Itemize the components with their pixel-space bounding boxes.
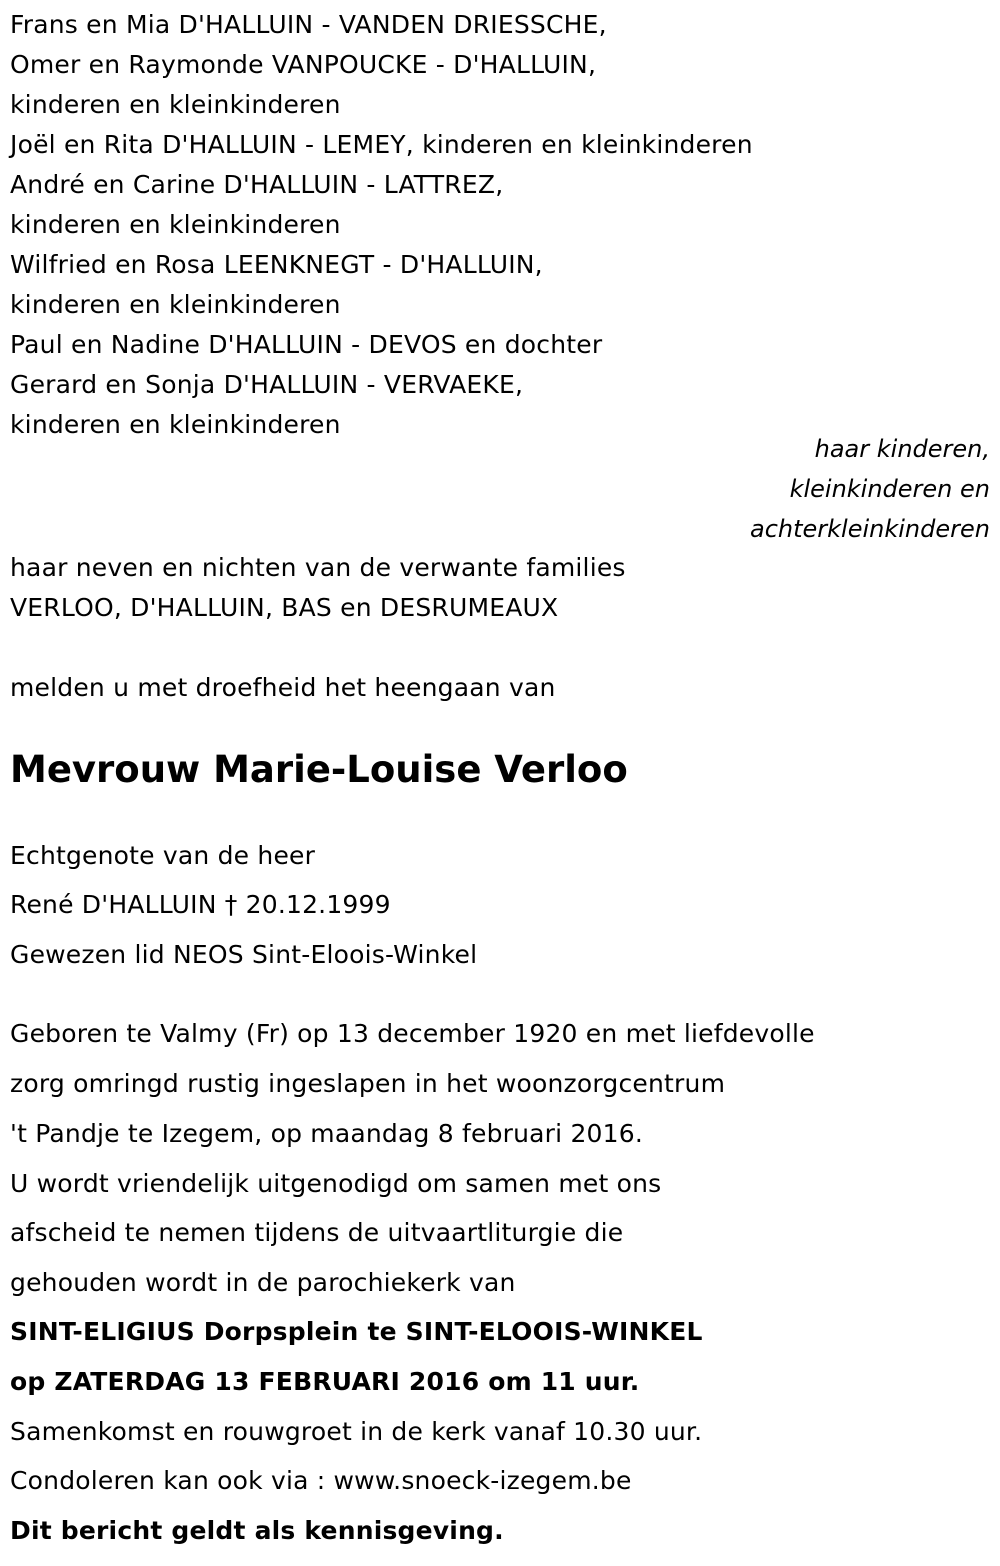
family-line: kinderen en kleinkinderen — [10, 90, 341, 119]
detail-line: Gewezen lid NEOS Sint-Eloois-Winkel — [10, 940, 478, 969]
footer-line: Samenkomst en rouwgroet in de kerk vanaf 10.30 uur. — [10, 1417, 703, 1446]
announcement-text: melden u met droefheid het heengaan van — [10, 673, 556, 702]
ceremony-date-time: op ZATERDAG 13 FEBRUARI 2016 om 11 uur. — [10, 1367, 640, 1396]
family-line: kinderen en kleinkinderen — [10, 290, 341, 319]
body-line: zorg omringd rustig ingeslapen in het woonzorgcentrum — [10, 1069, 726, 1098]
relation-line: achterkleinkinderen — [750, 515, 990, 543]
family-line: Frans en Mia D'HALLUIN - VANDEN DRIESSCHE, — [10, 10, 607, 39]
family-line: kinderen en kleinkinderen — [10, 410, 341, 439]
body-line: 't Pandje te Izegem, op maandag 8 februari 2016. — [10, 1119, 644, 1148]
relation-line: kleinkinderen en — [789, 475, 990, 503]
family-line: Wilfried en Rosa LEENKNEGT - D'HALLUIN, — [10, 250, 543, 279]
body-line: U wordt vriendelijk uitgenodigd om samen met ons — [10, 1169, 662, 1198]
ceremony-location: SINT-ELIGIUS Dorpsplein te SINT-ELOOIS-WINKEL — [10, 1317, 703, 1346]
family-line: Joël en Rita D'HALLUIN - LEMEY, kinderen en kleinkinderen — [10, 130, 753, 159]
notice-text: Dit bericht geldt als kennisgeving. — [10, 1516, 504, 1545]
detail-line: Echtgenote van de heer — [10, 841, 316, 870]
body-line: gehouden wordt in de parochiekerk van — [10, 1268, 516, 1297]
family-line: Gerard en Sonja D'HALLUIN - VERVAEKE, — [10, 370, 524, 399]
deceased-name: Mevrouw Marie-Louise Verloo — [10, 748, 628, 791]
extended-family-line: VERLOO, D'HALLUIN, BAS en DESRUMEAUX — [10, 593, 559, 622]
relation-line: haar kinderen, — [814, 435, 990, 463]
family-line: André en Carine D'HALLUIN - LATTREZ, — [10, 170, 504, 199]
body-line: Geboren te Valmy (Fr) op 13 december 1920 en met liefdevolle — [10, 1019, 815, 1048]
family-line: Omer en Raymonde VANPOUCKE - D'HALLUIN, — [10, 50, 597, 79]
footer-line: Condoleren kan ook via : www.snoeck-izegem.be — [10, 1466, 632, 1495]
family-line: kinderen en kleinkinderen — [10, 210, 341, 239]
body-line: afscheid te nemen tijdens de uitvaartliturgie die — [10, 1218, 624, 1247]
detail-line: René D'HALLUIN † 20.12.1999 — [10, 890, 391, 919]
extended-family-line: haar neven en nichten van de verwante families — [10, 553, 626, 582]
family-line: Paul en Nadine D'HALLUIN - DEVOS en dochter — [10, 330, 603, 359]
